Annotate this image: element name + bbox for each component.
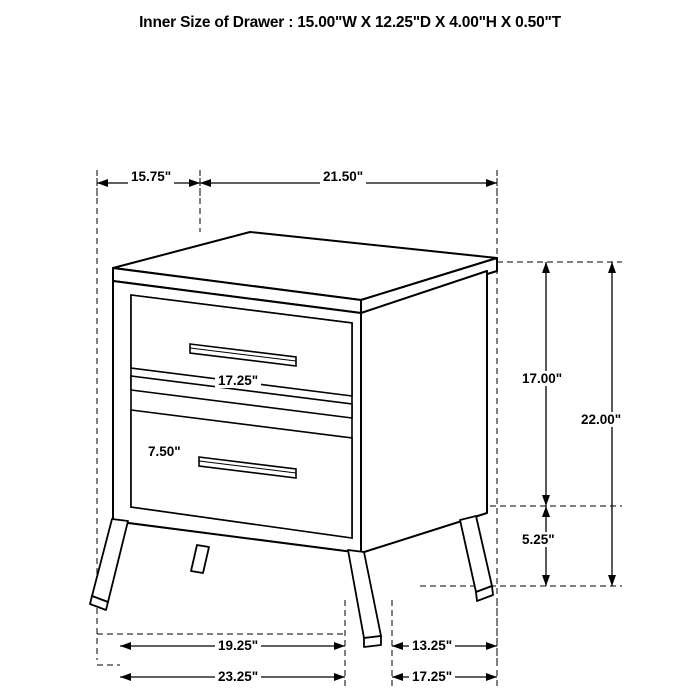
dimension-label-top-left-depth: 15.75" bbox=[128, 169, 174, 184]
dimension-label-front-outer-width: 23.25" bbox=[215, 669, 261, 684]
dimension-label-leg-height: 5.25" bbox=[519, 532, 558, 547]
dimension-label-upper-drawer-width: 17.25" bbox=[215, 373, 261, 388]
leg-back-left bbox=[191, 545, 209, 573]
page-title: Inner Size of Drawer : 15.00"W X 12.25"D X 4.00"H X 0.50"T bbox=[139, 14, 561, 31]
dimension-label-top-width: 21.50" bbox=[320, 169, 366, 184]
leg-front-right bbox=[348, 550, 381, 638]
dimension-label-front-inner-width: 19.25" bbox=[215, 638, 261, 653]
dimension-label-lower-drawer-height: 7.50" bbox=[145, 444, 184, 459]
case-side-panel bbox=[361, 271, 487, 553]
dimension-label-side-inner-depth: 13.25" bbox=[409, 638, 455, 653]
dimension-label-side-outer-depth: 17.25" bbox=[409, 669, 455, 684]
leg-back-right bbox=[460, 516, 492, 592]
dimension-label-total-height: 22.00" bbox=[578, 412, 624, 427]
dimension-label-cabinet-height: 17.00" bbox=[519, 371, 565, 386]
